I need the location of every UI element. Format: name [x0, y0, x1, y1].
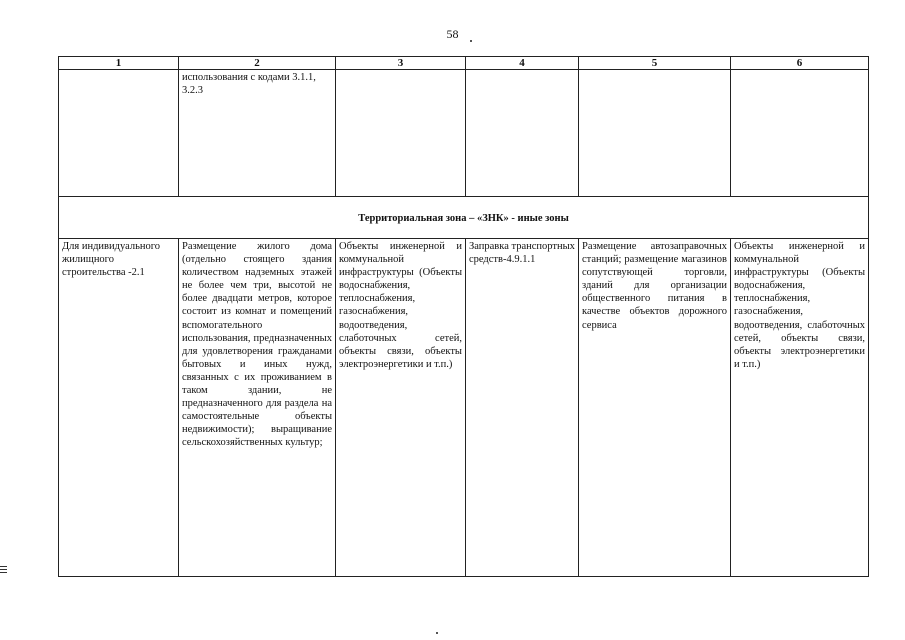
- table-cell: [466, 70, 579, 197]
- column-header-3: 3: [336, 57, 466, 70]
- table-cell: [59, 70, 179, 197]
- table-cell: [579, 70, 731, 197]
- scan-dot: [436, 632, 438, 634]
- permitted-use-description: Размещение жилого дома (отдельно стоящего здания количеством надземных этажей не более чем три, высотой не более двадцати метров, которое состоит из комнат и помещений вспомогательного использования, предназначенных для удовлетворения гражданами бытовых и иных нужд, связанных с их проживанием в таком здании, не предназначенного для раздела на самостоятельные объекты недвижимости); выращивание сельскохозяйственных культур;: [179, 239, 336, 577]
- column-header-5: 5: [579, 57, 731, 70]
- margin-mark: [0, 566, 7, 575]
- zoning-table: [58, 56, 869, 577]
- column-header-2: 2: [179, 57, 336, 70]
- zone-title: Территориальная зона – «ЗНК» - иные зоны: [59, 197, 869, 239]
- conditional-use-name: Заправка транспортных средств-4.9.1.1: [466, 239, 579, 577]
- table-cell: использования с кодами 3.1.1, 3.2.3: [179, 70, 336, 197]
- auxiliary-objects: Объекты инженерной и коммунальной инфраструктуры (Объекты водоснабжения, теплоснабжения, газоснабжения, водоотведения, слаботочных сетей, объекты связи, объекты электроэнергетики и т.п.): [336, 239, 466, 577]
- permitted-use-name: Для индивидуального жилищного строительства -2.1: [59, 239, 179, 577]
- table-cell: [731, 70, 869, 197]
- table-cell: [336, 70, 466, 197]
- column-header-6: 6: [731, 57, 869, 70]
- column-header-1: 1: [59, 57, 179, 70]
- scan-dot: [470, 40, 472, 42]
- table-row: [59, 239, 869, 577]
- page-number: 58: [446, 27, 459, 41]
- continuation-row: [59, 70, 869, 197]
- conditional-auxiliary-objects: Объекты инженерной и коммунальной инфраструктуры (Объекты водоснабжения, теплоснабжения, газоснабжения, водоотведения, слаботочных сетей, объекты связи, объекты электроэнергетики и т.п.): [731, 239, 869, 577]
- conditional-use-description: Размещение автозаправочных станций; размещение магазинов сопутствующей торговли, зданий для организации общественного питания в качестве объектов дорожного сервиса: [579, 239, 731, 577]
- column-header-4: 4: [466, 57, 579, 70]
- header-row: [59, 57, 869, 70]
- zone-title-row: [59, 197, 869, 239]
